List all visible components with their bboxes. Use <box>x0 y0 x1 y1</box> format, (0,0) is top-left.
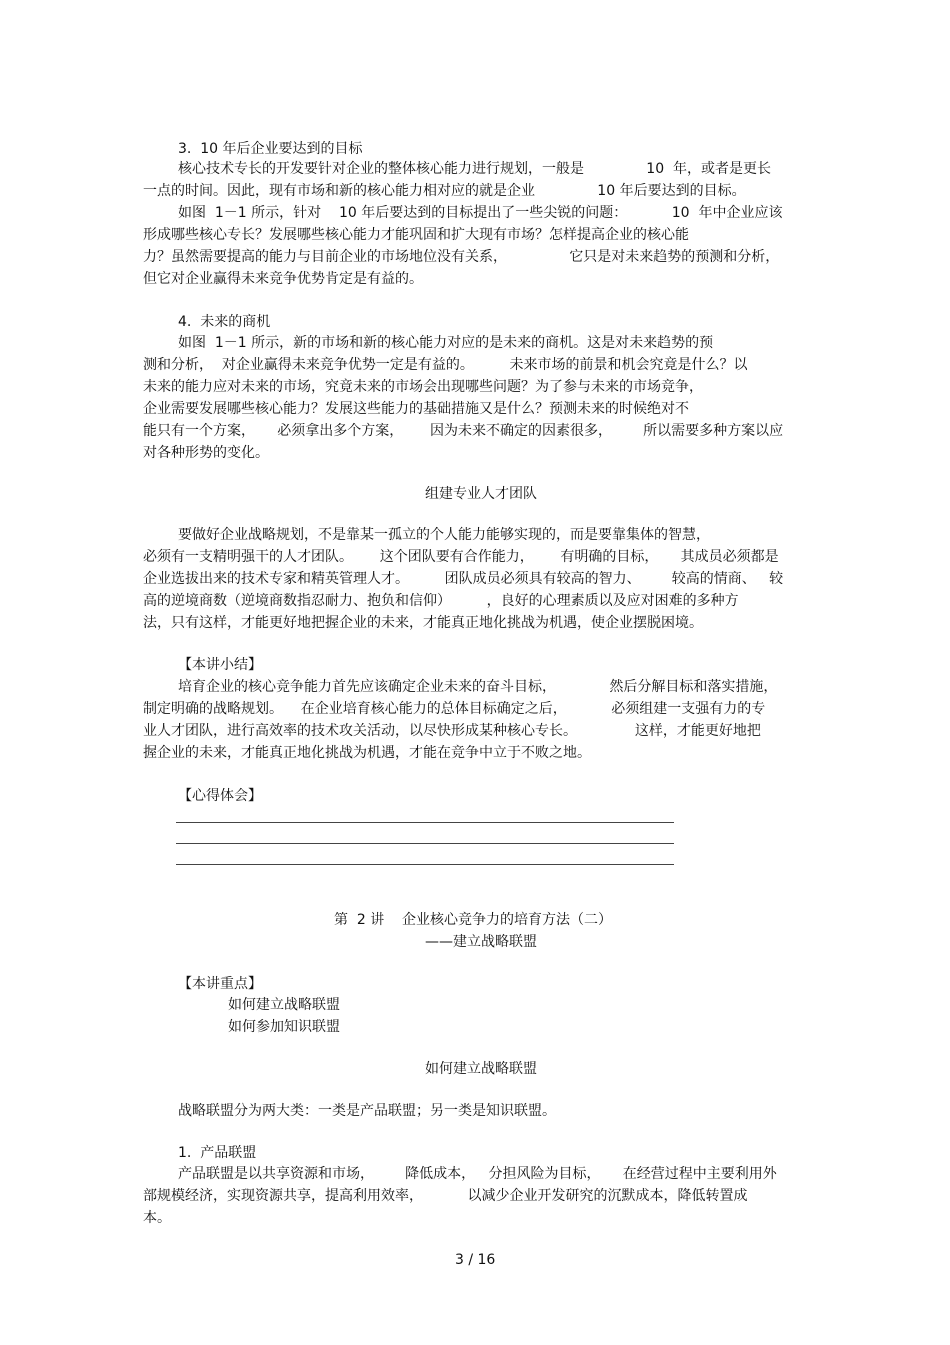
paragraph-line: 本。 <box>143 1210 171 1226</box>
key-point-item: 如何建立战略联盟 <box>228 997 340 1013</box>
blank-answer-line <box>176 843 674 844</box>
heading-future-opportunities: 4. 未来的商机 <box>178 314 271 330</box>
lecture-subtitle: ——建立战略联盟 <box>425 934 537 950</box>
paragraph-line: 部规模经济，实现资源共享，提高利用效率， 以减少企业开发研究的沉默成本，降低转置成 <box>143 1188 748 1204</box>
lecture-title: 第 2 讲 企业核心竞争力的培育方法（二） <box>334 912 613 928</box>
key-point-item: 如何参加知识联盟 <box>228 1019 340 1035</box>
blank-answer-line <box>176 822 674 823</box>
paragraph-line: 如图 1－1 所示，新的市场和新的核心能力对应的是未来的商机。这是对未来趋势的预 <box>178 335 714 351</box>
section-title-talent-team: 组建专业人才团队 <box>425 486 537 502</box>
paragraph-line: 核心技术专长的开发要针对企业的整体核心能力进行规划，一般是 10 年，或者是更长 <box>178 161 772 177</box>
paragraph-line: 对各种形势的变化。 <box>143 445 269 461</box>
page-number: 3 / 16 <box>455 1252 496 1268</box>
paragraph-line: 要做好企业战略规划，不是靠某一孤立的个人能力能够实现的，而是要靠集体的智慧， <box>178 527 710 543</box>
paragraph-line: 企业选拔出来的技术专家和精英管理人才。 团队成员必须具有较高的智力、 较高的情商、 较 <box>143 571 784 587</box>
paragraph-line: 形成哪些核心专长？发展哪些核心能力才能巩固和扩大现有市场？怎样提高企业的核心能 <box>143 227 689 243</box>
paragraph-line: 业人才团队，进行高效率的技术攻关活动，以尽快形成某种核心专长。 这样，才能更好地把 <box>143 723 761 739</box>
paragraph-line: 能只有一个方案， 必须拿出多个方案， 因为未来不确定的因素很多， 所以需要多种方案以应 <box>143 423 784 439</box>
paragraph-line: 如图 1－1 所示，针对 10 年后要达到的目标提出了一些尖锐的问题： 10 年中企业应该 <box>178 205 783 221</box>
paragraph-line: 企业需要发展哪些核心能力？发展这些能力的基础措施又是什么？预测未来的时候绝对不 <box>143 401 689 417</box>
paragraph-line: 战略联盟分为两大类：一类是产品联盟；另一类是知识联盟。 <box>178 1103 556 1119</box>
paragraph-line: 培育企业的核心竞争能力首先应该确定企业未来的奋斗目标， 然后分解目标和落实措施， <box>178 679 778 695</box>
paragraph-line: 一点的时间。因此，现有市场和新的核心能力相对应的就是企业 10 年后要达到的目标。 <box>143 183 746 199</box>
heading-reflections: 【心得体会】 <box>178 788 262 804</box>
paragraph-line: 测和分析， 对企业赢得未来竞争优势一定是有益的。 未来市场的前景和机会究竟是什么？以 <box>143 357 748 373</box>
paragraph-line: 握企业的未来，才能真正地化挑战为机遇，才能在竞争中立于不败之地。 <box>143 745 591 761</box>
heading-product-alliance: 1. 产品联盟 <box>178 1145 257 1161</box>
paragraph-line: 法，只有这样，才能更好地把握企业的未来，才能真正地化挑战为机遇，使企业摆脱困境。 <box>143 615 703 631</box>
paragraph-line: 高的逆境商数（逆境商数指忍耐力、抱负和信仰） ，良好的心理素质以及应对困难的多种方 <box>143 593 739 609</box>
blank-answer-line <box>176 864 674 865</box>
paragraph-line: 但它对企业赢得未来竞争优势肯定是有益的。 <box>143 271 423 287</box>
heading-lecture-summary: 【本讲小结】 <box>178 657 262 673</box>
section-title-strategic-alliance: 如何建立战略联盟 <box>425 1061 537 1077</box>
paragraph-line: 力？虽然需要提高的能力与目前企业的市场地位没有关系， 它只是对未来趋势的预测和分析， <box>143 249 780 265</box>
paragraph-line: 制定明确的战略规划。 在企业培育核心能力的总体目标确定之后， 必须组建一支强有力的专 <box>143 701 766 717</box>
heading-10-year-goal: 3. 10 年后企业要达到的目标 <box>178 141 363 157</box>
heading-key-points: 【本讲重点】 <box>178 976 262 992</box>
paragraph-line: 必须有一支精明强干的人才团队。 这个团队要有合作能力， 有明确的目标， 其成员必须都是 <box>143 549 779 565</box>
paragraph-line: 未来的能力应对未来的市场，究竟未来的市场会出现哪些问题？为了参与未来的市场竞争， <box>143 379 703 395</box>
paragraph-line: 产品联盟是以共享资源和市场， 降低成本， 分担风险为目标， 在经营过程中主要利用外 <box>178 1166 777 1182</box>
